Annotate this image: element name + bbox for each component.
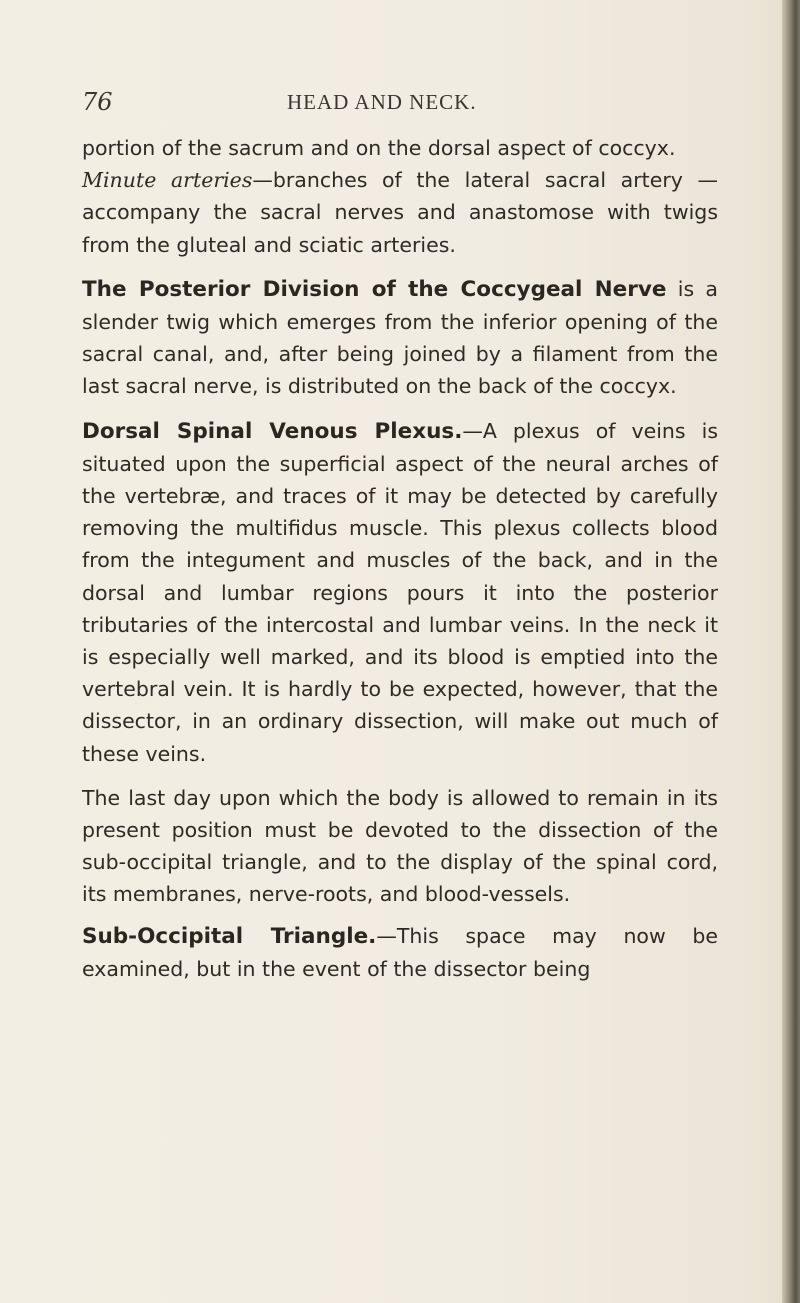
paragraph-4: [82, 415, 718, 770]
paragraph-6-text: —This space may now be examined, but in the event of the dissector being: [82, 923, 718, 981]
page-number: 76: [82, 88, 113, 116]
paragraph-3: [82, 273, 718, 403]
paragraph-6-heading: Sub-Occipital Triangle.: [82, 923, 377, 949]
paragraph-4-heading: Dorsal Spinal Venous Plexus.: [82, 418, 463, 444]
page-header: [82, 88, 712, 118]
paragraph-3-heading: The Posterior Division of the Coccygeal Nerve: [82, 276, 667, 302]
paragraph-1: [82, 132, 718, 164]
running-head: HEAD AND NECK.: [287, 90, 477, 114]
paragraph-5-text: The last day upon which the body is allowed to remain in its present position must be devoted to the dissection of the sub-occipital triangle, and to the display of the spinal cord, its membranes, nerve-roots, and blood-vessels.: [82, 785, 718, 907]
page-body: [82, 132, 718, 985]
paragraph-1-text: portion of the sacrum and on the dorsal aspect of coccyx.: [82, 136, 676, 160]
paragraph-2-lead: Minute arteries: [82, 168, 253, 193]
paragraph-3-text: is a slender twig which emerges from the inferior opening of the sacral canal, and, after being joined by a filament from the last sacral nerve, is distributed on the back of the coccyx.: [82, 276, 718, 399]
paragraph-6: [82, 920, 718, 985]
page-edge-shadow: [782, 0, 800, 1303]
paragraph-2-text: —branches of the lateral sacral artery —accompany the sacral nerves and anastomose with twigs from the gluteal and sciatic arteries.: [82, 168, 718, 257]
paragraph-2: [82, 164, 718, 261]
paragraph-4-text: —A plexus of veins is situated upon the superficial aspect of the neural arches of the vertebræ, and traces of it may be detected by carefully removing the multifidus muscle. This plexus collects blood from the integument and muscles of the back, and in the dorsal and lumbar regions pours it into the posterior tributaries of the intercostal and lumbar veins. In the neck it is especially well marked, and its blood is emptied into the vertebral vein. It is hardly to be expected, however, that the dissector, in an ordinary dissection, will make out much of these veins.: [82, 418, 718, 766]
paragraph-5: [82, 782, 718, 911]
